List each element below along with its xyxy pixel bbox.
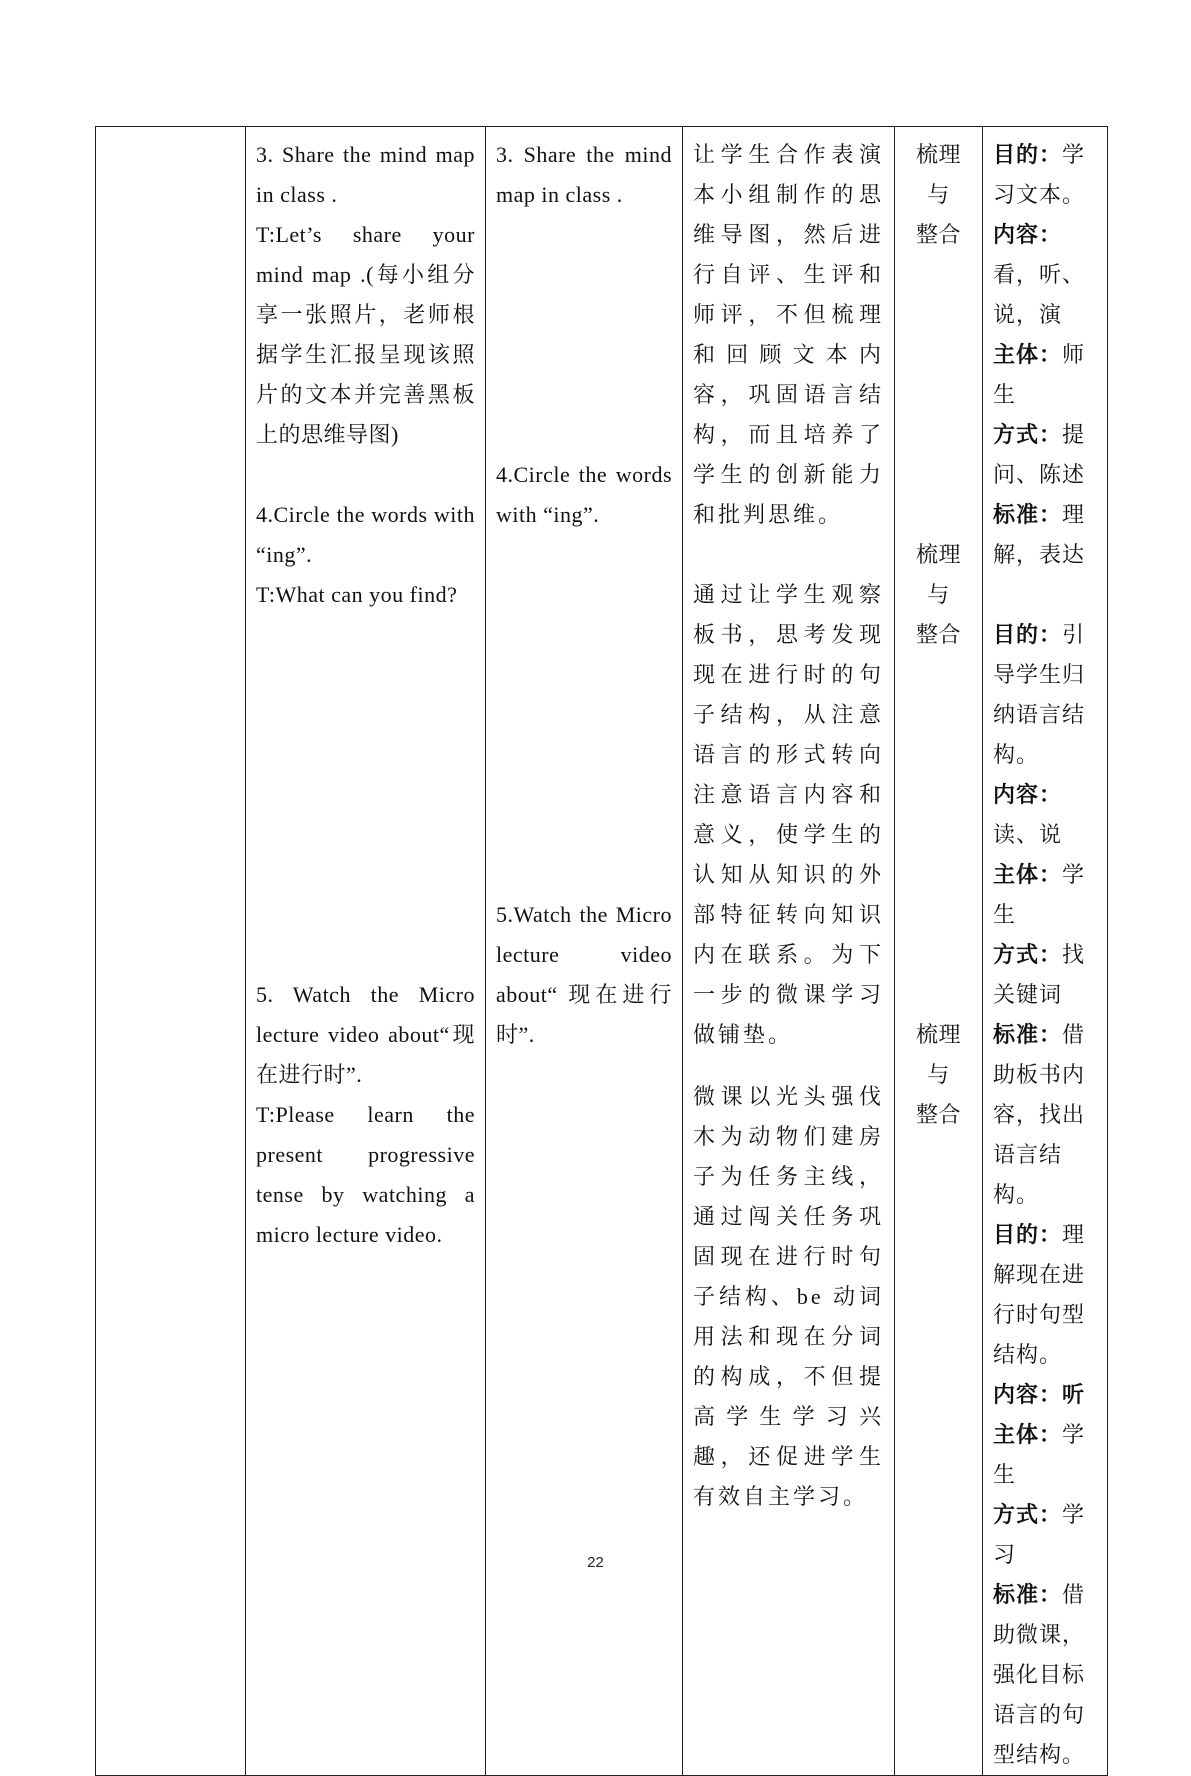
teacher-activity-3-instruction: T:Let’s share your mind map .(每小组分享一张照片，老师根据学生汇报呈现该照片的文本并完善黑板上的思维导图)	[256, 222, 475, 447]
student-activity-cell	[486, 127, 683, 1776]
teacher-activity-4-instruction: T:What can you find?	[256, 582, 458, 607]
stage-3-line-1: 梳理	[915, 142, 961, 167]
lesson-plan-table	[95, 126, 1108, 1776]
student-activity-3: 3. Share the mind map in class .	[496, 142, 672, 207]
assessment-5-method: 方式：学习	[993, 1502, 1086, 1567]
table-row	[96, 127, 1108, 1776]
assessment-3-subject: 主体：师生	[993, 342, 1086, 407]
assessment-5-subject: 主体：学生	[993, 1422, 1086, 1487]
assessment-3-method: 方式：提问、陈述	[993, 422, 1086, 487]
assessment-3-purpose: 目的：学习文本。	[993, 142, 1086, 207]
teacher-activity-5-title: 5. Watch the Micro lecture video about“现在进行时”.	[256, 982, 475, 1087]
assessment-5-content: 内容：听	[993, 1382, 1086, 1407]
teacher-activity-3-title: 3. Share the mind map in class .	[256, 142, 475, 207]
empty-column-cell	[96, 127, 246, 1776]
stage-3-line-2: 与	[927, 182, 950, 207]
assessment-4-content: 内容：读、说	[993, 782, 1063, 847]
stage-4-line-1: 梳理	[915, 542, 961, 567]
assessment-5-purpose: 目的：理解现在进行时句型结构。	[993, 1222, 1086, 1367]
assessment-4-standard: 标准：借助板书内容，找出语言结构。	[993, 1022, 1086, 1207]
stage-5-line-1: 梳理	[915, 1022, 961, 1047]
design-intent-5: 微课以光头强伐木为动物们建房子为任务主线，通过闯关任务巩固现在进行时句子结构、be 动词用法和现在分词的构成，不但提高学生学习兴趣，还促进学生有效自主学习。	[693, 1084, 884, 1509]
design-intent-cell	[683, 127, 895, 1776]
stage-5-line-2: 与	[927, 1062, 950, 1087]
stage-3-line-3: 整合	[915, 222, 961, 247]
assessment-cell	[983, 127, 1108, 1776]
page-number: 22	[587, 1554, 604, 1571]
assessment-5-standard: 标准：借助微课，强化目标语言的句型结构。	[993, 1582, 1086, 1767]
assessment-4-method: 方式：找关键词	[993, 942, 1086, 1007]
teacher-activity-cell	[246, 127, 486, 1776]
student-activity-4: 4.Circle the words with “ing”.	[496, 462, 672, 527]
stage-cell	[895, 127, 983, 1776]
assessment-3-standard: 标准：理解，表达	[993, 502, 1086, 567]
teacher-activity-5-instruction: T:Please learn the present progressive tense by watching a micro lecture video.	[256, 1102, 475, 1247]
assessment-4-purpose: 目的：引导学生归纳语言结构。	[993, 622, 1086, 767]
design-intent-3: 让学生合作表演本小组制作的思维导图，然后进行自评、生评和师评，不但梳理和回顾文本内容，巩固语言结构，而且培养了学生的创新能力和批判思维。	[693, 142, 884, 527]
stage-4-line-3: 整合	[915, 622, 961, 647]
student-activity-5: 5.Watch the Micro lecture video about“ 现在进行时”.	[496, 902, 672, 1047]
stage-5-line-3: 整合	[915, 1102, 961, 1127]
assessment-3-content: 内容：看，听、说，演	[993, 222, 1086, 327]
design-intent-4: 通过让学生观察板书，思考发现现在进行时的句子结构，从注意语言的形式转向注意语言内容和意义，使学生的认知从知识的外部特征转向知识内在联系。为下一步的微课学习做铺垫。	[693, 582, 884, 1047]
assessment-4-subject: 主体：学生	[993, 862, 1086, 927]
teacher-activity-4-title: 4.Circle the words with “ing”.	[256, 502, 475, 567]
stage-4-line-2: 与	[927, 582, 950, 607]
